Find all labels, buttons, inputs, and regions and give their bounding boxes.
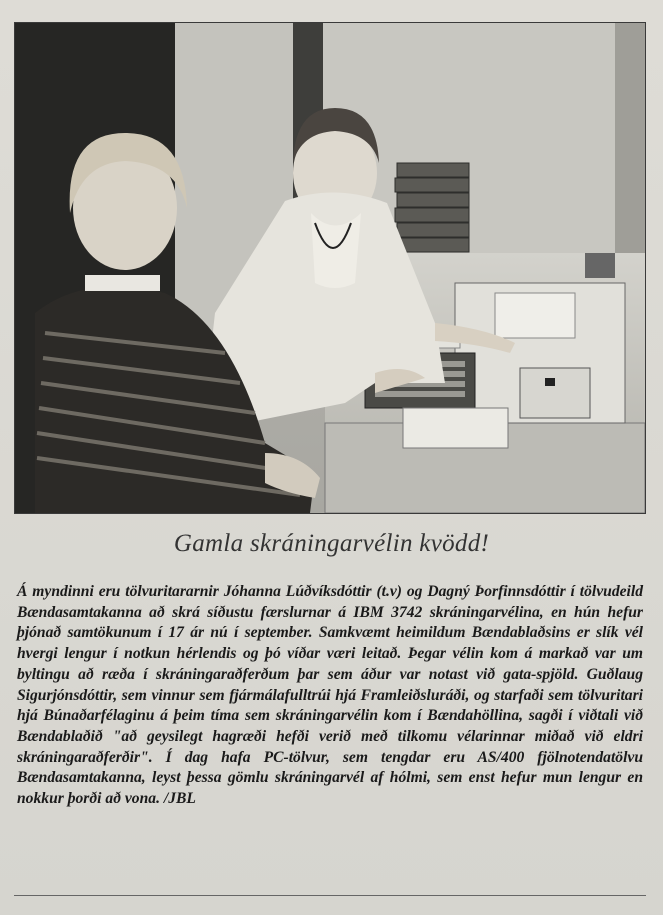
bottom-rule — [14, 895, 646, 896]
caption-title: Gamla skráningarvélin kvödd! — [173, 530, 490, 557]
article-photo — [14, 22, 646, 514]
photo-two-women-at-computer-icon — [15, 23, 645, 513]
article-body: Á myndinni eru tölvuritararnir Jóhanna Lúðvíksdóttir (t.v) og Dagný Þorfinnsdóttir í tölvudeild Bændasamtakanna að skrá síðustu færslurnar á IBM 3742 skráningarvélina, en hún hefur þjónað samtökunum í 17 ár nú í september. Samkvæmt heimildum Bændablaðsins er slík vél hvergi lengur í notkun hérlendis og þó víðar væri leitað. Þegar vélin kom á markað var um byltingu að ræða í skráningaraðferðum þar sem áður var notast við gata-spjöld. Guðlaug Sigurjónsdóttir, sem vinnur sem fjármálafulltrúi hjá Framleiðsluráði, og starfaði sem tölvuritari hjá Búnaðarfélaginu á þeim tíma sem skráningarvélin kom í Bændahöllina, sagði í viðtali við Bændablaðið "að geysilegt hagræði hefði verið með tilkomu vélarinnar miðað við eldri skráningaraðferðir". Í dag hafa PC-tölvur, sem tengdar eru AS/400 fjölnotendatölvu Bændasamtakanna, leyst þessa gömlu skráningarvél af hólmi, sem enst hefur mun lengur en nokkur þorði að vona. /JBL — [17, 583, 643, 808]
